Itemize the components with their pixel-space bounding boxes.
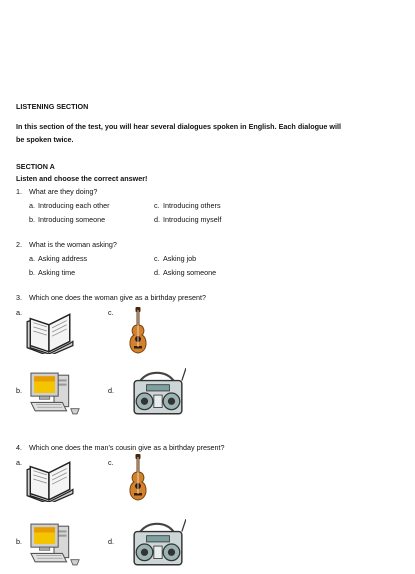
q3-option-d-letter: d. — [108, 386, 114, 395]
q3-option-c-letter: c. — [108, 308, 114, 317]
q2-option-a-letter: a. — [29, 254, 35, 263]
q2-option-a[interactable]: Asking address — [38, 254, 88, 263]
q1-option-c[interactable]: Introducing others — [163, 201, 221, 210]
intro-paragraph: In this section of the test, you will hear several dialogues spoken in English. Each dialogue will be spoken twice. — [16, 122, 341, 144]
computer-icon[interactable] — [26, 371, 82, 415]
question-1-number: 1. — [16, 187, 22, 196]
q3-option-a-letter: a. — [16, 308, 22, 317]
q2-option-d[interactable]: Asking someone — [163, 268, 217, 277]
q1-option-b-letter: b. — [29, 215, 35, 224]
q1-option-c-letter: c. — [154, 201, 160, 210]
q2-option-b-letter: b. — [29, 268, 35, 277]
question-2-number: 2. — [16, 240, 22, 249]
q4-option-b-letter: b. — [16, 537, 22, 546]
question-3-text: Which one does the woman give as a birthday present? — [29, 293, 206, 302]
question-1-text: What are they doing? — [29, 187, 98, 196]
guitar-icon[interactable] — [126, 306, 150, 356]
book-icon[interactable] — [24, 456, 76, 502]
q4-option-a-letter: a. — [16, 458, 22, 467]
question-3-number: 3. — [16, 293, 22, 302]
q1-option-b[interactable]: Introducing someone — [38, 215, 106, 224]
question-4-number: 4. — [16, 443, 22, 452]
computer-icon[interactable] — [26, 522, 82, 566]
q1-option-a-letter: a. — [29, 201, 35, 210]
q2-option-c[interactable]: Asking job — [163, 254, 197, 263]
q1-option-d-letter: d. — [154, 215, 160, 224]
q4-option-d-letter: d. — [108, 537, 114, 546]
section-title: LISTENING SECTION — [16, 102, 89, 111]
q2-option-b[interactable]: Asking time — [38, 268, 76, 277]
q4-option-c-letter: c. — [108, 458, 114, 467]
q1-option-a[interactable]: Introducing each other — [38, 201, 110, 210]
guitar-icon[interactable] — [126, 453, 150, 503]
q1-option-d[interactable]: Introducing myself — [163, 215, 222, 224]
q2-option-c-letter: c. — [154, 254, 160, 263]
question-4-text: Which one does the man's cousin give as a birthday present? — [29, 443, 225, 452]
radio-icon[interactable] — [130, 368, 186, 418]
q2-option-d-letter: d. — [154, 268, 160, 277]
section-a-instruction: Listen and choose the correct answer! — [16, 174, 148, 183]
book-icon[interactable] — [24, 308, 76, 354]
question-2-text: What is the woman asking? — [29, 240, 117, 249]
section-a-heading: SECTION A — [16, 162, 55, 171]
q3-option-b-letter: b. — [16, 386, 22, 395]
radio-icon[interactable] — [130, 519, 186, 569]
